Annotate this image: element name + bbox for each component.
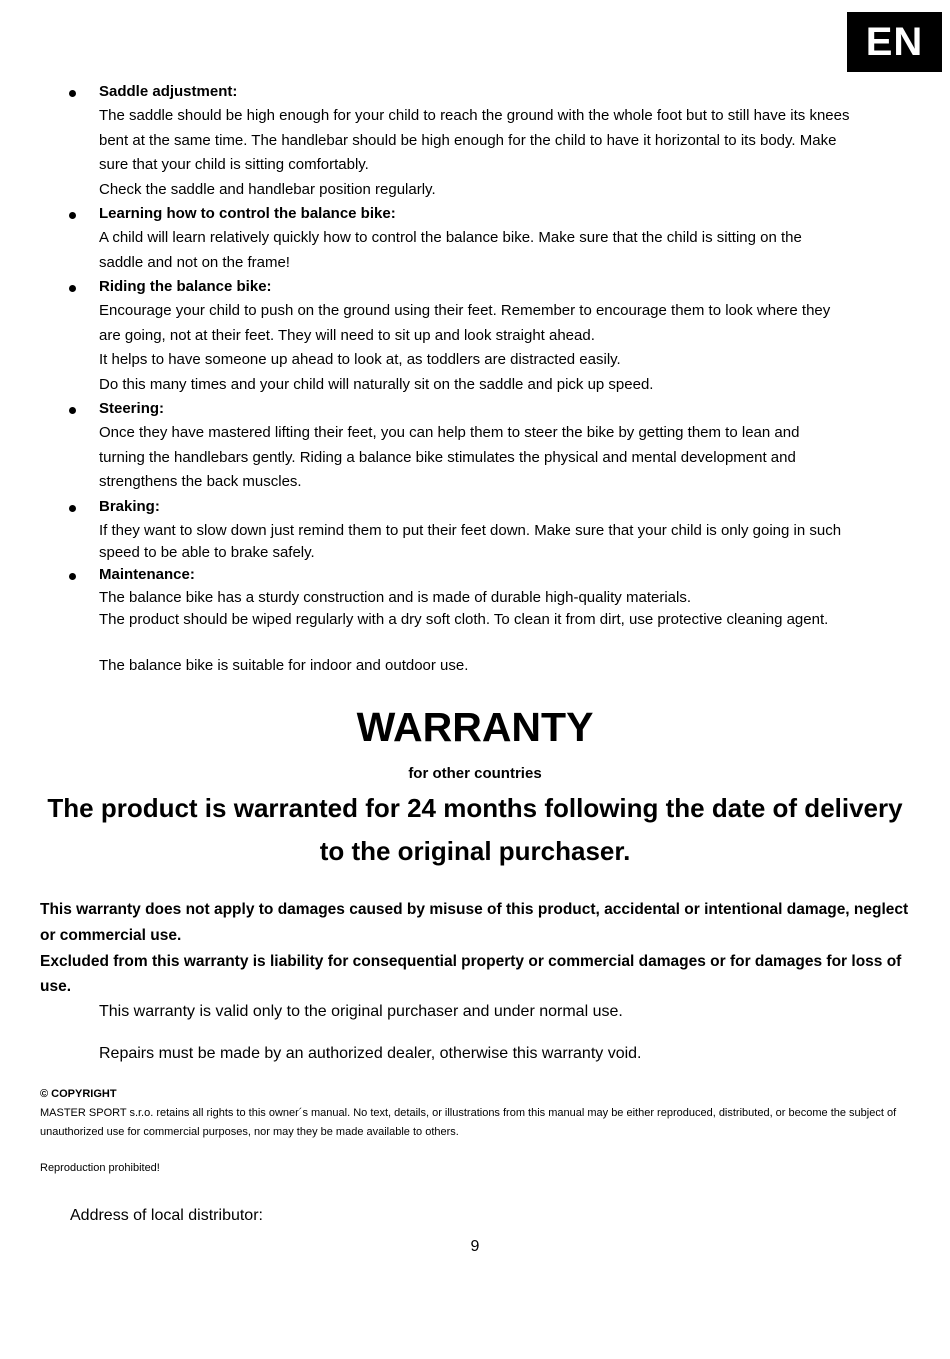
bullet-icon bbox=[69, 285, 76, 292]
warranty-subtitle: for other countries bbox=[408, 765, 542, 782]
instruction-line: sure that your child is sitting comfortably. bbox=[99, 156, 369, 173]
instruction-line: speed to be able to brake safely. bbox=[99, 544, 315, 561]
warranty-statement bbox=[30, 787, 920, 873]
instruction-saddle-adjustment bbox=[0, 80, 914, 202]
language-badge: EN bbox=[847, 12, 942, 72]
warranty-statement-line: to the original purchaser. bbox=[319, 836, 631, 866]
instruction-steering bbox=[0, 397, 914, 495]
instruction-line: Encourage your child to push on the ground using their feet. Remember to encourage them to look where they bbox=[99, 302, 831, 319]
instruction-line: If they want to slow down just remind them to put their feet down. Make sure that your child is only going in such bbox=[99, 521, 842, 539]
copyright-notice bbox=[40, 1085, 910, 1142]
bullet-icon bbox=[69, 407, 76, 414]
warranty-exclusion: Excluded from this warranty is liability for consequential property or commercial damages or for damages for loss of use. bbox=[40, 952, 902, 996]
reproduction-notice: Reproduction prohibited! bbox=[40, 1162, 160, 1174]
instruction-heading: Maintenance: bbox=[99, 566, 195, 583]
warranty-exclusions bbox=[40, 897, 920, 1000]
instruction-line: are going, not at their feet. They will need to sit up and look straight ahead. bbox=[99, 326, 595, 344]
page-number: 9 bbox=[470, 1238, 480, 1255]
instruction-line: strengthens the back muscles. bbox=[99, 473, 302, 490]
instruction-line: turning the handlebars gently. Riding a balance bike stimulates the physical and mental development and bbox=[99, 448, 796, 466]
instruction-line: The balance bike has a sturdy construction and is made of durable high-quality materials. bbox=[99, 589, 691, 606]
instruction-line: bent at the same time. The handlebar should be high enough for the child to have it horizontal to its body. Make bbox=[99, 131, 837, 149]
copyright-text: MASTER SPORT s.r.o. retains all rights to this owner´s manual. No text, details, or illustrations from this manual may be either reproduced, distributed, or become the subject of unauthorized use for commercial purposes, nor may they be made available to others. bbox=[40, 1107, 897, 1138]
bullet-icon bbox=[69, 212, 76, 219]
instruction-line: Do this many times and your child will naturally sit on the saddle and pick up speed. bbox=[99, 375, 654, 393]
instruction-heading: Braking: bbox=[99, 497, 160, 515]
warranty-statement-line: The product is warranted for 24 months following the date of delivery bbox=[47, 793, 903, 823]
warranty-validity: This warranty is valid only to the original purchaser and under normal use. bbox=[99, 1003, 623, 1020]
bullet-icon bbox=[69, 573, 76, 580]
instruction-heading: Learning how to control the balance bike: bbox=[99, 205, 396, 222]
warranty-exclusion: This warranty does not apply to damages caused by misuse of this product, accidental or intentional damage, neglect or commercial use. bbox=[40, 901, 909, 944]
copyright-title: © COPYRIGHT bbox=[40, 1088, 117, 1100]
instruction-line: A child will learn relatively quickly how to control the balance bike. Make sure that the child is sitting on the bbox=[99, 229, 802, 246]
instruction-line: The product should be wiped regularly with a dry soft cloth. To clean it from dirt, use protective cleaning agent. bbox=[99, 611, 829, 628]
bullet-icon bbox=[69, 505, 76, 512]
instruction-learning-control bbox=[0, 202, 914, 275]
instruction-line: It helps to have someone up ahead to look at, as toddlers are distracted easily. bbox=[99, 351, 621, 368]
instruction-riding bbox=[0, 275, 914, 397]
instruction-maintenance bbox=[0, 563, 914, 631]
instruction-line: The saddle should be high enough for your child to reach the ground with the whole foot but to still have its knees bbox=[99, 107, 850, 124]
instruction-heading: Saddle adjustment: bbox=[99, 83, 238, 100]
instruction-braking bbox=[0, 495, 914, 564]
instruction-heading: Riding the balance bike: bbox=[99, 278, 272, 295]
warranty-title: WARRANTY bbox=[356, 704, 594, 750]
instruction-heading: Steering: bbox=[99, 400, 165, 417]
bullet-icon bbox=[69, 90, 76, 97]
distributor-address-label: Address of local distributor: bbox=[70, 1207, 263, 1224]
warranty-repairs: Repairs must be made by an authorized dealer, otherwise this warranty void. bbox=[99, 1045, 642, 1062]
instructions-list bbox=[0, 80, 950, 631]
instruction-line: saddle and not on the frame! bbox=[99, 253, 290, 271]
indoor-outdoor-note: The balance bike is suitable for indoor and outdoor use. bbox=[99, 657, 469, 674]
instruction-line: Once they have mastered lifting their feet, you can help them to steer the bike by getting them to lean and bbox=[99, 424, 800, 441]
instruction-line: Check the saddle and handlebar position regularly. bbox=[99, 180, 436, 198]
